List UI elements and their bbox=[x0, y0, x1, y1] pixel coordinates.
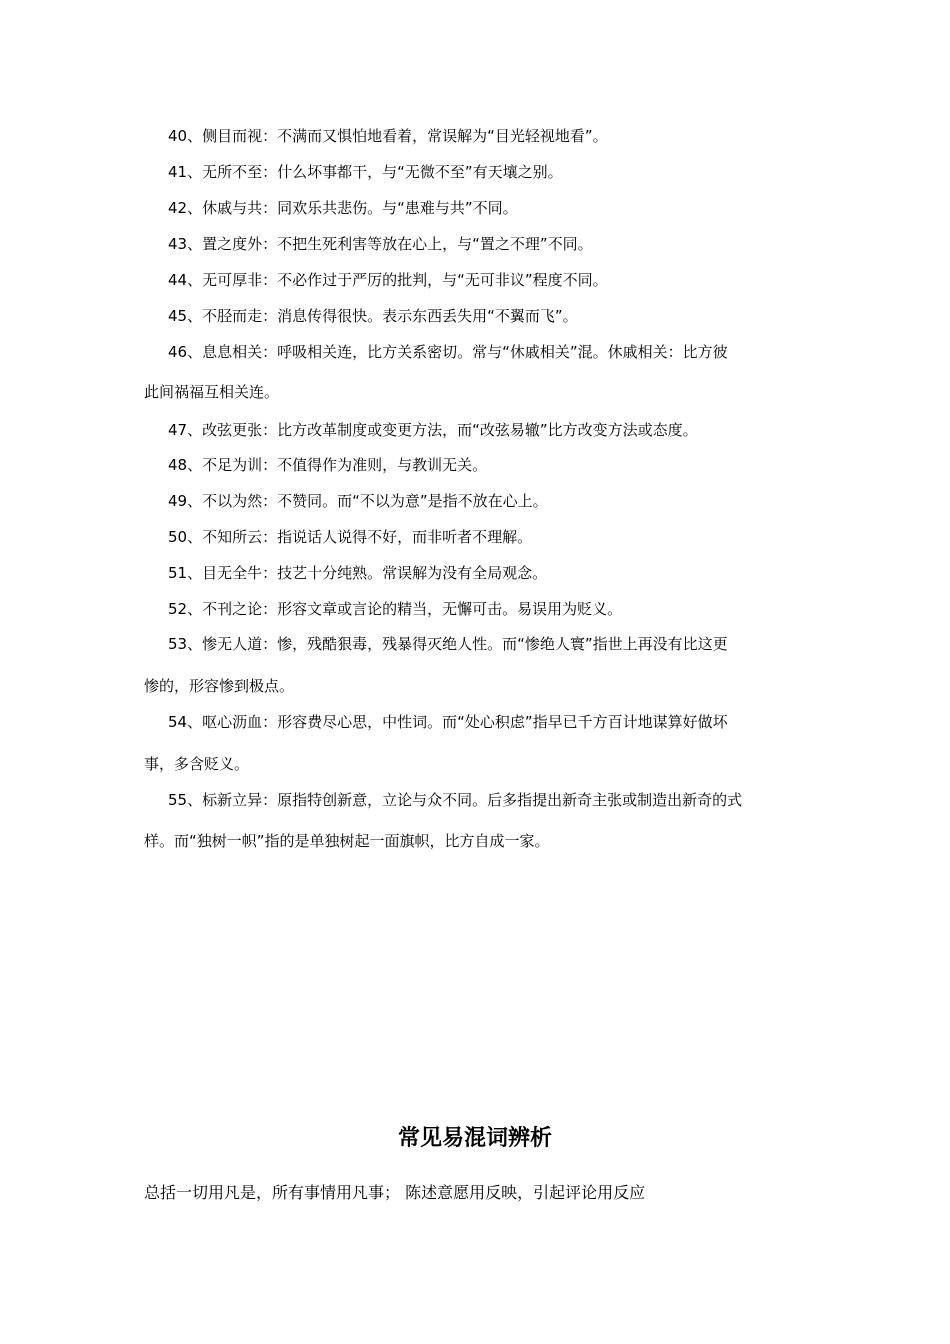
entry-text: 40、侧目而视：不满而又惧怕地看着，常误解为“目光轻视地看”。 bbox=[168, 127, 608, 145]
entry-48 bbox=[144, 455, 808, 475]
entry-text-continued: 此间祸福互相关连。 bbox=[144, 383, 280, 401]
entry-text: 50、不知所云：指说话人说得不好，而非听者不理解。 bbox=[168, 528, 533, 546]
entry-text-continued: 事，多含贬义。 bbox=[144, 755, 250, 773]
summary-text: 总括一切用凡是，所有事情用凡事； 陈述意愿用反映，引起评论用反应 bbox=[144, 1183, 646, 1202]
entry-47 bbox=[144, 420, 808, 440]
entry-49 bbox=[144, 491, 808, 511]
entry-54 bbox=[144, 712, 808, 774]
entry-text: 54、呕心沥血：形容费尽心思，中性词。而“处心积虑”指早已千方百计地谋算好做坏 bbox=[168, 713, 728, 731]
entry-50 bbox=[144, 527, 808, 547]
entry-text-continued: 样。而“独树一帜”指的是单独树起一面旗帜，比方自成一家。 bbox=[144, 832, 550, 850]
entry-text: 47、改弦更张：比方改革制度或变更方法，而“改弦易辙”比方改变方法或态度。 bbox=[168, 421, 698, 439]
entry-text: 41、无所不至：什么坏事都干，与“无微不至”有天壤之别。 bbox=[168, 163, 563, 181]
entry-text: 45、不胫而走：消息传得很快。表示东西丢失用“不翼而飞”。 bbox=[168, 307, 578, 325]
entry-text: 55、标新立异：原指特创新意，立论与众不同。后多指提出新奇主张或制造出新奇的式 bbox=[168, 791, 743, 809]
entry-45 bbox=[144, 306, 808, 326]
entry-44 bbox=[144, 270, 808, 290]
entry-text: 42、休戚与共：同欢乐共悲伤。与“患难与共”不同。 bbox=[168, 199, 518, 217]
entry-40 bbox=[144, 126, 808, 146]
entry-text: 49、不以为然：不赞同。而“不以为意”是指不放在心上。 bbox=[168, 492, 548, 510]
entry-text: 51、目无全牛：技艺十分纯熟。常误解为没有全局观念。 bbox=[168, 564, 548, 582]
entry-text: 53、惨无人道：惨，残酷狠毒，残暴得灭绝人性。而“惨绝人寰”指世上再没有比这更 bbox=[168, 635, 728, 653]
entry-53 bbox=[144, 634, 808, 696]
entry-text: 52、不刊之论：形容文章或言论的精当，无懈可击。易误用为贬义。 bbox=[168, 600, 623, 618]
entry-43 bbox=[144, 234, 808, 254]
entry-text: 48、不足为训：不值得作为准则，与教训无关。 bbox=[168, 456, 488, 474]
entry-text: 46、息息相关：呼吸相关连，比方关系密切。常与“休戚相关”混。休戚相关：比方彼 bbox=[168, 343, 728, 361]
entry-42 bbox=[144, 198, 808, 218]
entry-55 bbox=[144, 790, 808, 851]
entry-52 bbox=[144, 599, 808, 619]
entry-text: 43、置之度外：不把生死利害等放在心上，与“置之不理”不同。 bbox=[168, 235, 593, 253]
entry-text: 44、无可厚非：不必作过于严厉的批判，与“无可非议”程度不同。 bbox=[168, 271, 608, 289]
entry-46 bbox=[144, 342, 808, 402]
section-heading: 常见易混词辨析 bbox=[397, 1126, 552, 1151]
entry-41 bbox=[144, 162, 808, 182]
entry-51 bbox=[144, 563, 808, 583]
entry-text-continued: 惨的，形容惨到极点。 bbox=[144, 677, 295, 695]
